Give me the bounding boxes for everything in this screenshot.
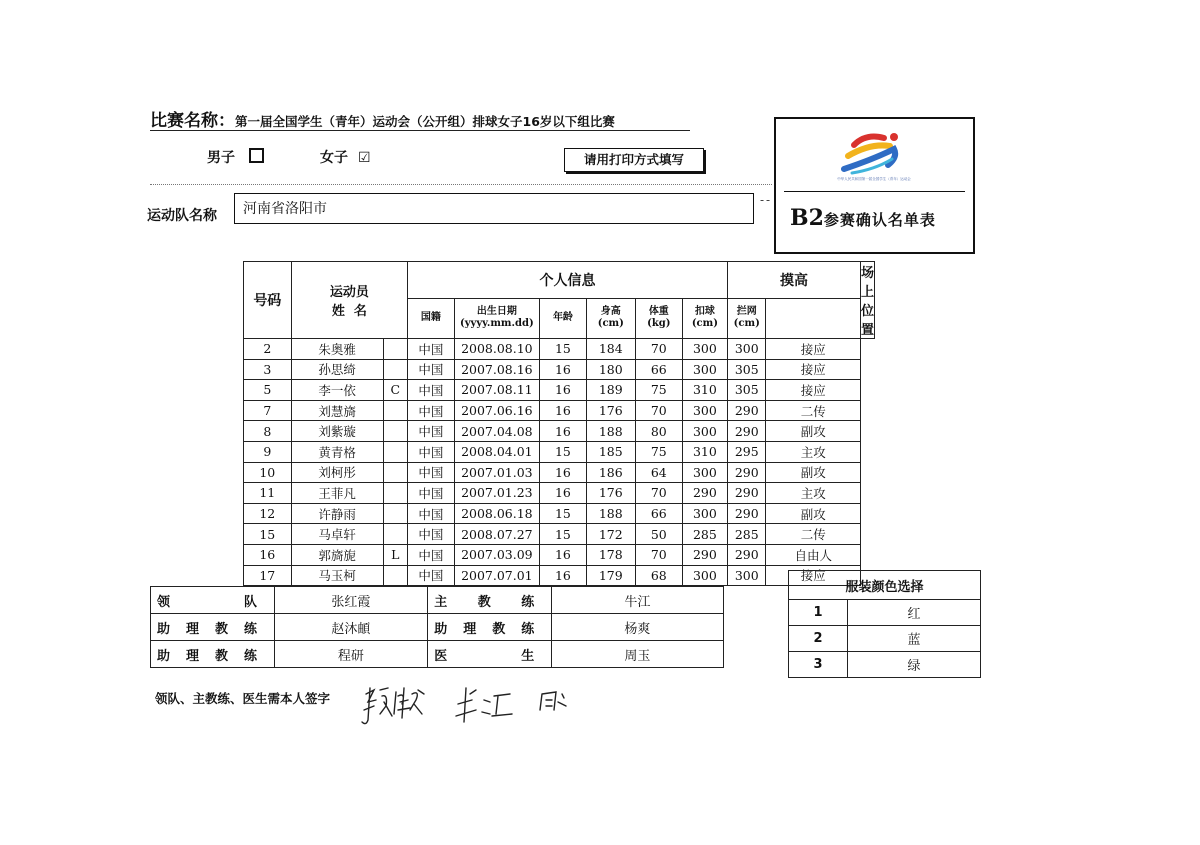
staff-table <box>150 586 724 668</box>
roster-role <box>383 524 407 545</box>
header-block-unit: (cm) <box>733 318 760 330</box>
roster-age: 15 <box>540 524 587 545</box>
label-char: 练 <box>521 594 535 610</box>
roster-height: 186 <box>586 462 635 483</box>
roster-age: 16 <box>540 462 587 483</box>
roster-spike: 290 <box>682 544 727 565</box>
staff-name-field[interactable]: 周玉 <box>551 641 723 668</box>
roster-age: 16 <box>540 380 587 401</box>
staff-name-field[interactable]: 程研 <box>274 641 428 668</box>
roster-weight: 68 <box>635 565 682 586</box>
roster-number: 9 <box>244 441 292 462</box>
label-char: 医 <box>434 648 448 664</box>
roster-spike: 300 <box>682 359 727 380</box>
header-block <box>728 298 766 338</box>
roster-weight: 75 <box>635 380 682 401</box>
uniform-color-body <box>789 600 981 678</box>
roster-block: 305 <box>728 380 766 401</box>
roster-position: 副攻 <box>766 421 861 442</box>
label-char: 理 <box>185 621 199 637</box>
roster-block: 290 <box>728 544 766 565</box>
roster-spike: 310 <box>682 380 727 401</box>
roster-weight: 66 <box>635 503 682 524</box>
gender-female[interactable] <box>320 147 371 167</box>
roster-nationality: 中国 <box>408 483 455 504</box>
header-spike-label: 扣球 <box>694 306 715 318</box>
roster-number: 5 <box>244 380 292 401</box>
roster-block: 290 <box>728 483 766 504</box>
gender-female-checkbox[interactable]: ☑ <box>358 150 371 166</box>
roster-block: 295 <box>728 441 766 462</box>
roster-weight: 75 <box>635 441 682 462</box>
staff-row <box>151 641 724 668</box>
header-reach: 摸高 <box>728 262 861 299</box>
table-row <box>244 400 875 421</box>
roster-birthdate: 2008.07.27 <box>454 524 540 545</box>
staff-role-label-text <box>157 591 257 610</box>
roster-role <box>383 503 407 524</box>
uniform-color-row[interactable] <box>789 600 981 626</box>
header-weight <box>635 298 682 338</box>
roster-nationality: 中国 <box>408 503 455 524</box>
staff-role-label-text <box>434 591 534 610</box>
label-char: 主 <box>434 594 448 610</box>
label-char: 教 <box>477 594 491 610</box>
roster-name: 黄青格 <box>291 441 383 462</box>
logo-divider <box>784 191 965 192</box>
roster-spike: 285 <box>682 524 727 545</box>
header-block-label: 拦网 <box>736 306 757 318</box>
roster-name: 孙思绮 <box>291 359 383 380</box>
roster-age: 16 <box>540 544 587 565</box>
roster-block: 290 <box>728 400 766 421</box>
header-height-unit: (cm) <box>597 318 624 330</box>
label-char: 助 <box>157 648 171 664</box>
label-char: 教 <box>214 621 228 637</box>
roster-height: 180 <box>586 359 635 380</box>
header-spike-unit: (cm) <box>691 318 718 330</box>
games-logo-icon <box>836 129 912 179</box>
header-position-line1: 场上 <box>860 266 874 300</box>
team-name-label: 运动队名称 <box>147 208 217 224</box>
roster-weight: 70 <box>635 483 682 504</box>
roster-birthdate: 2007.03.09 <box>454 544 540 565</box>
uniform-color-index: 3 <box>789 652 848 678</box>
roster-block: 290 <box>728 503 766 524</box>
roster-spike: 300 <box>682 421 727 442</box>
label-char: 理 <box>463 621 477 637</box>
roster-spike: 300 <box>682 462 727 483</box>
roster-role <box>383 359 407 380</box>
header-height <box>586 298 635 338</box>
roster-table <box>243 261 875 586</box>
roster-block: 290 <box>728 421 766 442</box>
roster-name: 马玉柯 <box>291 565 383 586</box>
label-char: 练 <box>243 621 257 637</box>
roster-nationality: 中国 <box>408 421 455 442</box>
roster-name: 刘慧旖 <box>291 400 383 421</box>
roster-nationality: 中国 <box>408 462 455 483</box>
staff-role-label <box>151 641 275 668</box>
roster-height: 172 <box>586 524 635 545</box>
roster-birthdate: 2008.04.01 <box>454 441 540 462</box>
roster-role <box>383 441 407 462</box>
roster-height: 176 <box>586 400 635 421</box>
uniform-color-name: 蓝 <box>848 626 981 652</box>
staff-body <box>151 587 724 668</box>
uniform-color-name: 绿 <box>848 652 981 678</box>
roster-position: 自由人 <box>766 544 861 565</box>
label-char: 助 <box>157 621 171 637</box>
uniform-color-title: 服装颜色选择 <box>789 571 981 600</box>
competition-name: 第一届全国学生（青年）运动会（公开组）排球女子16岁以下组比赛 <box>235 114 615 129</box>
roster-block: 290 <box>728 462 766 483</box>
roster-name: 刘柯彤 <box>291 462 383 483</box>
uniform-color-name: 红 <box>848 600 981 626</box>
gender-male[interactable] <box>207 147 264 167</box>
roster-role <box>383 421 407 442</box>
roster-nationality: 中国 <box>408 400 455 421</box>
header-birthdate-format: (yyyy.mm.dd) <box>460 318 534 330</box>
label-char: 生 <box>521 648 535 664</box>
roster-height: 188 <box>586 503 635 524</box>
roster-role <box>383 483 407 504</box>
roster-position: 接应 <box>766 565 861 586</box>
header-athlete-line1: 运动员 <box>329 285 369 300</box>
roster-body <box>244 339 875 586</box>
label-char: 理 <box>185 648 199 664</box>
gender-female-label: 女子 <box>320 150 348 166</box>
label-char: 练 <box>521 621 535 637</box>
roster-age: 15 <box>540 503 587 524</box>
roster-birthdate: 2007.01.23 <box>454 483 540 504</box>
roster-spike: 300 <box>682 503 727 524</box>
roster-number: 2 <box>244 339 292 360</box>
dotted-divider <box>150 184 772 185</box>
label-char: 助 <box>434 621 448 637</box>
roster-position: 二传 <box>766 524 861 545</box>
roster-position: 二传 <box>766 400 861 421</box>
roster-age: 16 <box>540 565 587 586</box>
staff-role-label <box>151 614 275 641</box>
table-row <box>244 462 875 483</box>
roster-spike: 300 <box>682 400 727 421</box>
roster-position: 接应 <box>766 380 861 401</box>
header-athlete-line2: 姓 名 <box>331 304 367 319</box>
header-age: 年龄 <box>540 298 587 338</box>
roster-name: 马卓轩 <box>291 524 383 545</box>
roster-position: 主攻 <box>766 483 861 504</box>
roster-role: L <box>383 544 407 565</box>
staff-role-label <box>428 587 552 614</box>
header-birthdate <box>454 298 540 338</box>
handwritten-signatures <box>358 680 588 760</box>
label-char: 教 <box>214 648 228 664</box>
roster-name: 李一依 <box>291 380 383 401</box>
roster-number: 16 <box>244 544 292 565</box>
roster-height: 184 <box>586 339 635 360</box>
form-code: B2 <box>790 205 824 231</box>
roster-birthdate: 2007.07.01 <box>454 565 540 586</box>
roster-weight: 70 <box>635 400 682 421</box>
table-row <box>244 441 875 462</box>
roster-birthdate: 2007.01.03 <box>454 462 540 483</box>
roster-number: 7 <box>244 400 292 421</box>
roster-age: 16 <box>540 421 587 442</box>
uniform-color-table <box>788 570 981 678</box>
roster-block: 305 <box>728 359 766 380</box>
roster-birthdate: 2008.06.18 <box>454 503 540 524</box>
roster-nationality: 中国 <box>408 524 455 545</box>
staff-name-field[interactable]: 牛江 <box>551 587 723 614</box>
uniform-color-index: 2 <box>789 626 848 652</box>
table-row <box>244 544 875 565</box>
roster-nationality: 中国 <box>408 380 455 401</box>
roster-name: 许静雨 <box>291 503 383 524</box>
roster-number: 15 <box>244 524 292 545</box>
competition-label: 比赛名称： <box>150 111 235 131</box>
roster-position: 主攻 <box>766 441 861 462</box>
staff-name-field[interactable]: 张红霞 <box>274 587 428 614</box>
roster-role <box>383 565 407 586</box>
roster-birthdate: 2007.08.11 <box>454 380 540 401</box>
staff-role-label-text <box>434 645 534 664</box>
logo-caption: 中华人民共和国第一届全国学生（青年）运动会 <box>837 177 911 181</box>
roster-weight: 70 <box>635 544 682 565</box>
dash-connector: -- <box>760 193 773 207</box>
header-personal-info: 个人信息 <box>408 262 728 299</box>
roster-nationality: 中国 <box>408 544 455 565</box>
staff-role-label <box>428 614 552 641</box>
uniform-color-row[interactable] <box>789 652 981 678</box>
roster-spike: 310 <box>682 441 727 462</box>
roster-role: C <box>383 380 407 401</box>
roster-height: 178 <box>586 544 635 565</box>
table-row <box>244 524 875 545</box>
roster-weight: 64 <box>635 462 682 483</box>
roster-name: 朱奥雅 <box>291 339 383 360</box>
table-row <box>244 503 875 524</box>
roster-spike: 300 <box>682 565 727 586</box>
roster-weight: 80 <box>635 421 682 442</box>
roster-age: 15 <box>540 339 587 360</box>
roster-spike: 300 <box>682 339 727 360</box>
roster-birthdate: 2007.08.16 <box>454 359 540 380</box>
roster-number: 3 <box>244 359 292 380</box>
staff-row <box>151 614 724 641</box>
roster-nationality: 中国 <box>408 339 455 360</box>
staff-role-label-text <box>434 618 534 637</box>
uniform-color-row[interactable] <box>789 626 981 652</box>
roster-age: 16 <box>540 359 587 380</box>
roster-height: 179 <box>586 565 635 586</box>
header-position <box>860 262 874 339</box>
roster-block: 300 <box>728 565 766 586</box>
roster-spike: 290 <box>682 483 727 504</box>
roster-birthdate: 2007.04.08 <box>454 421 540 442</box>
header-athlete <box>291 262 407 339</box>
roster-name: 刘紫璇 <box>291 421 383 442</box>
gender-male-checkbox[interactable] <box>249 148 264 163</box>
label-char: 教 <box>492 621 506 637</box>
table-row <box>244 339 875 360</box>
roster-position: 接应 <box>766 339 861 360</box>
roster-nationality: 中国 <box>408 441 455 462</box>
header-position-line2: 位置 <box>860 304 874 338</box>
roster-nationality: 中国 <box>408 359 455 380</box>
roster-height: 185 <box>586 441 635 462</box>
staff-role-label-text <box>157 618 257 637</box>
header-spike <box>682 298 727 338</box>
roster-number: 17 <box>244 565 292 586</box>
label-char: 练 <box>243 648 257 664</box>
uniform-color-index: 1 <box>789 600 848 626</box>
label-char: 队 <box>243 594 257 610</box>
roster-number: 10 <box>244 462 292 483</box>
logo-panel <box>774 117 975 254</box>
form-name: 参赛确认名单表 <box>823 211 936 229</box>
roster-role <box>383 400 407 421</box>
roster-age: 15 <box>540 441 587 462</box>
roster-nationality: 中国 <box>408 565 455 586</box>
table-row <box>244 359 875 380</box>
staff-role-label <box>151 587 275 614</box>
roster-height: 189 <box>586 380 635 401</box>
roster-number: 11 <box>244 483 292 504</box>
table-row <box>244 565 875 586</box>
gender-male-label: 男子 <box>207 150 235 166</box>
staff-row <box>151 587 724 614</box>
table-row <box>244 380 875 401</box>
table-row <box>244 483 875 504</box>
print-notice: 请用打印方式填写 <box>564 148 704 172</box>
roster-age: 16 <box>540 483 587 504</box>
roster-name: 郭旖旎 <box>291 544 383 565</box>
staff-name-field[interactable]: 杨爽 <box>551 614 723 641</box>
roster-height: 176 <box>586 483 635 504</box>
team-name-field[interactable]: 河南省洛阳市 <box>234 193 754 224</box>
roster-birthdate: 2007.06.16 <box>454 400 540 421</box>
header-weight-label: 体重 <box>648 306 669 318</box>
header-weight-unit: (kg) <box>647 318 671 330</box>
roster-name: 王菲凡 <box>291 483 383 504</box>
roster-age: 16 <box>540 400 587 421</box>
roster-role <box>383 339 407 360</box>
signature-label: 领队、主教练、医生需本人签字 <box>155 691 331 706</box>
roster-position: 副攻 <box>766 462 861 483</box>
roster-birthdate: 2008.08.10 <box>454 339 540 360</box>
table-row <box>244 421 875 442</box>
roster-number: 8 <box>244 421 292 442</box>
header-height-label: 身高 <box>600 306 621 318</box>
staff-role-label-text <box>157 645 257 664</box>
staff-role-label <box>428 641 552 668</box>
roster-block: 300 <box>728 339 766 360</box>
roster-weight: 70 <box>635 339 682 360</box>
roster-height: 188 <box>586 421 635 442</box>
header-nationality: 国籍 <box>408 298 455 338</box>
roster-weight: 50 <box>635 524 682 545</box>
roster-position: 副攻 <box>766 503 861 524</box>
staff-name-field[interactable]: 赵沐頔 <box>274 614 428 641</box>
competition-title <box>150 106 690 131</box>
roster-number: 12 <box>244 503 292 524</box>
roster-weight: 66 <box>635 359 682 380</box>
roster-position: 接应 <box>766 359 861 380</box>
roster-role <box>383 462 407 483</box>
roster-block: 285 <box>728 524 766 545</box>
header-birthdate-label: 出生日期 <box>476 306 517 318</box>
header-number: 号码 <box>244 262 292 339</box>
form-title <box>790 205 936 231</box>
label-char: 领 <box>157 594 171 610</box>
